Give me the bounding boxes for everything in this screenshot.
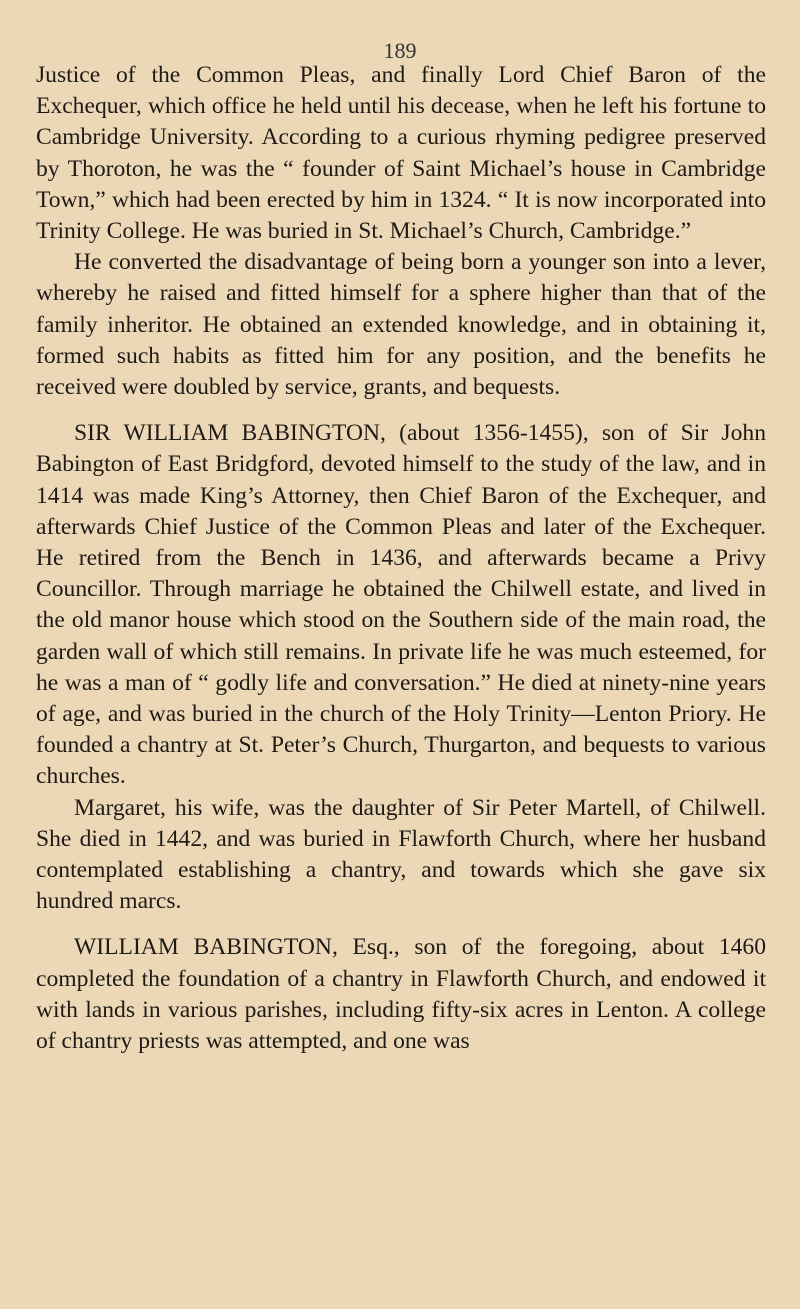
paragraph: WILLIAM BABINGTON, Esq., son of the foregoing, about 1460 completed the foundation of a chantry in Flawforth Church, and endowed it with lands in various parishes, including fifty-six acres in Lenton. A college of chantry priests was attempted, and one was bbox=[36, 934, 766, 1055]
paragraph: Margaret, his wife, was the daughter of Sir Peter Martell, of Chilwell. She died in 1442, and was buried in Flawforth Church, where her husband contemplated establishing a chantry, and towards which she gave six hundred marcs. bbox=[36, 794, 766, 915]
paragraph: He converted the disadvantage of being born a younger son into a lever, whereby he raised and fitted himself for a sphere higher than that of the family inheritor. He obtained an extended knowledge, and in obtaining it, formed such habits as fitted him for any position, and the benefits he received were doubled by service, grants, and bequests. bbox=[36, 249, 766, 401]
page-number: 189 bbox=[383, 38, 417, 63]
body-text bbox=[36, 60, 766, 1057]
paragraph: Justice of the Common Pleas, and finally Lord Chief Baron of the Exchequer, which office he held until his decease, when he left his fortune to Cambridge University. According to a curious rhyming pedigree preserved by Thoroton, he was the “ founder of Saint Michael’s house in Cambridge Town,” which had been erected by him in 1324. “ It is now incorporated into Trinity College. He was buried in St. Michael’s Church, Cambridge.” bbox=[36, 62, 766, 245]
paragraph: SIR WILLIAM BABINGTON, (about 1356-1455), son of Sir John Babington of East Bridgford, devoted himself to the study of the law, and in 1414 was made King’s Attorney, then Chief Baron of the Exchequer, and afterwards Chief Justice of the Common Pleas and later of the Exchequer. He retired from the Bench in 1436, and afterwards became a Privy Councillor. Through marriage he obtained the Chilwell estate, and lived in the old manor house which stood on the Southern side of the main road, the garden wall of which still remains. In private life he was much esteemed, for he was a man of “ godly life and conversation.” He died at ninety-nine years of age, and was buried in the church of the Holy Trinity—Lenton Priory. He founded a chantry at St. Peter’s Church, Thurgarton, and bequests to various churches. bbox=[36, 420, 766, 790]
